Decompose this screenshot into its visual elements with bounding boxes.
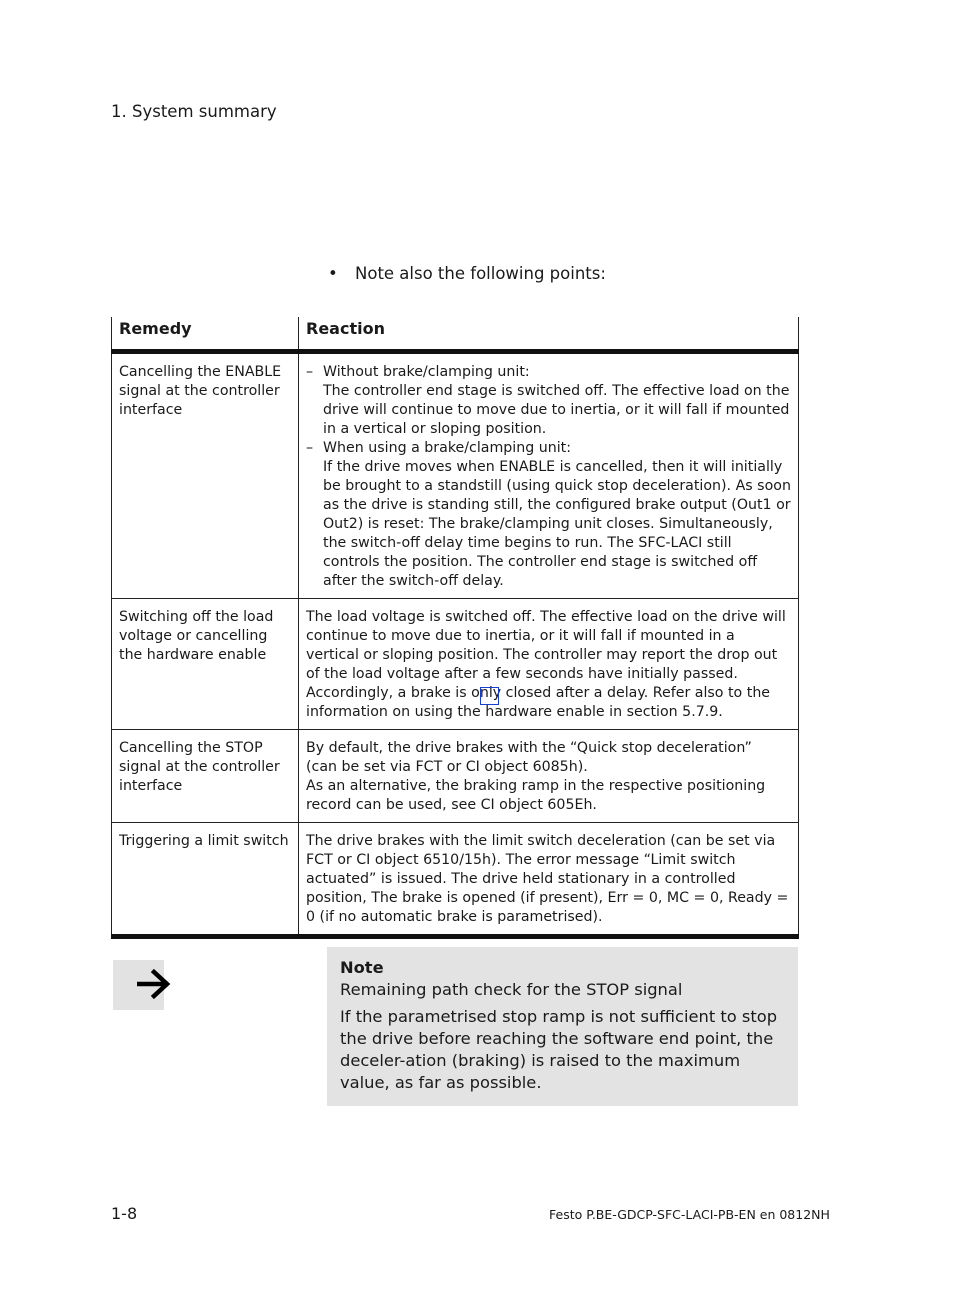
reaction-list-item [306, 363, 791, 439]
list-item-text: The controller end stage is switched off. The effective load on the drive will continue to move due to inertia, or it will fall if mounted in a vertical or sloping position. [323, 383, 790, 437]
note-subtitle: Remaining path check for the STOP signal [340, 980, 683, 999]
table-row [112, 599, 799, 730]
remedy-cell: Cancelling the ENABLE signal at the controller interface [112, 352, 299, 599]
reaction-line: (can be set via FCT or CI object 6085h). [306, 759, 588, 775]
table-row [112, 730, 799, 823]
reaction-cell: The drive brakes with the limit switch deceleration (can be set via FCT or CI object 6510/15h). The error message “Limit switch actuated” is issued. The drive held stationary in a controlled position, The brake is opened (if present), Err = 0, MC = 0, Ready = 0 (if no automatic brake is parametrised). [299, 823, 799, 937]
page-number: 1-8 [111, 1204, 138, 1223]
column-header-reaction: Reaction [299, 317, 799, 352]
table-header-row [112, 317, 799, 352]
list-item-label: When using a brake/clamping unit: [323, 440, 572, 456]
remedy-reaction-table [111, 317, 799, 939]
remedy-cell: Triggering a limit switch [112, 823, 299, 937]
intro-bullet [328, 264, 606, 283]
reaction-line: By default, the drive brakes with the “Quick stop deceleration” [306, 740, 752, 756]
dash-marker: – [306, 440, 314, 456]
bullet-glyph: • [328, 264, 338, 283]
note-title: Note [340, 958, 384, 977]
note-icon-box [113, 960, 164, 1010]
note-box [327, 947, 798, 1106]
cursor-highlight-box [480, 687, 499, 705]
reaction-line: As an alternative, the braking ramp in the respective positioning record can be used, see CI object 605Eh. [306, 778, 766, 813]
list-item-label: Without brake/clamping unit: [323, 364, 530, 380]
table-row [112, 352, 799, 599]
column-header-remedy: Remedy [112, 317, 299, 352]
footer-reference: Festo P.BE-GDCP-SFC-LACI-PB-EN en 0812NH [549, 1207, 830, 1222]
remedy-cell: Switching off the load voltage or cancelling the hardware enable [112, 599, 299, 730]
note-text: If the parametrised stop ramp is not sufficient to stop the drive before reaching the software end point, the deceler-ation (braking) is raised to the maximum value, as far as possible. [340, 1007, 778, 1092]
reaction-cell: The load voltage is switched off. The effective load on the drive will continue to move due to inertia, or it will fall if mounted in a vertical or sloping position. The controller may report the drop out of the load voltage after a few seconds have initially passed. Accordingly, a brake is only closed after a delay. Refer also to the information on using the hardware enable in section 5.7.9. [299, 599, 799, 730]
section-heading: 1. System summary [111, 102, 277, 121]
table-row [112, 823, 799, 937]
list-item-text: If the drive moves when ENABLE is cancelled, then it will initially be brought to a standstill (using quick stop deceleration). As soon as the drive is standing still, the configured brake output (Out1 or Out2) is reset: The brake/clamping unit closes. Simultaneously, the switch-off delay time begins to run. The SFC-LACI still controls the position. The controller end stage is switched off after the switch-off delay. [323, 459, 791, 589]
remedy-cell: Cancelling the STOP signal at the controller interface [112, 730, 299, 823]
reaction-cell [299, 730, 799, 823]
reaction-list-item [306, 439, 791, 591]
dash-marker: – [306, 364, 314, 380]
bullet-text: Note also the following points: [355, 264, 606, 283]
arrow-right-icon [137, 968, 171, 1000]
reaction-cell [299, 352, 799, 599]
